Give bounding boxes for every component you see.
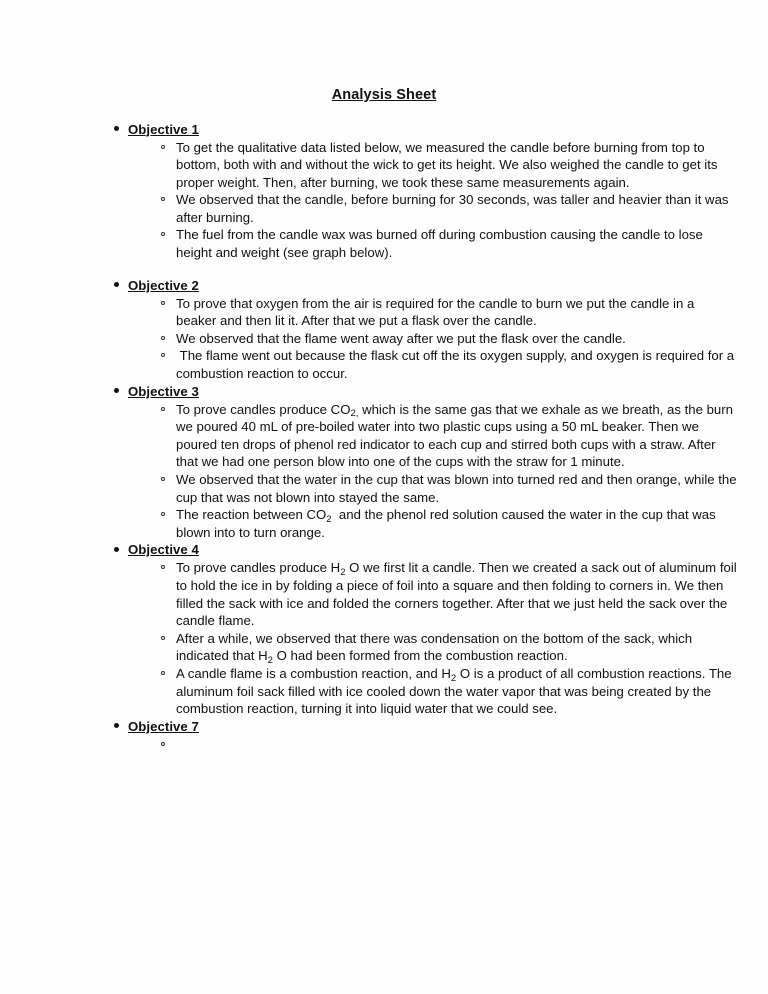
objective-point bbox=[128, 559, 768, 629]
objective-section bbox=[0, 541, 768, 717]
hollow-bullet-icon bbox=[161, 197, 165, 201]
hollow-bullet-icon bbox=[161, 742, 165, 746]
objective-point bbox=[128, 191, 768, 226]
objective-point-list bbox=[128, 139, 768, 262]
objective-section bbox=[0, 121, 768, 262]
hollow-bullet-icon bbox=[161, 232, 165, 236]
hollow-bullet-icon bbox=[161, 301, 165, 305]
objective-section bbox=[0, 277, 768, 383]
filled-bullet-icon bbox=[114, 282, 119, 287]
objective-point bbox=[128, 506, 768, 541]
objective-heading: Objective 7 bbox=[128, 718, 199, 734]
objective-heading: Objective 4 bbox=[128, 542, 199, 558]
objective-point bbox=[128, 665, 768, 718]
hollow-bullet-icon bbox=[161, 636, 165, 640]
hollow-bullet-icon bbox=[161, 477, 165, 481]
hollow-bullet-icon bbox=[161, 145, 165, 149]
objective-point-list bbox=[128, 559, 768, 717]
hollow-bullet-icon bbox=[161, 565, 165, 569]
objective-heading: Objective 2 bbox=[128, 277, 199, 293]
objective-point-text: We observed that the flame went away after we put the flask over the candle. bbox=[176, 330, 626, 346]
hollow-bullet-icon bbox=[161, 671, 165, 675]
objective-point-text: The flame went out because the flask cut off the its oxygen supply, and oxygen is required for a combustion reaction to occur. bbox=[176, 348, 738, 382]
objective-point-text: A candle flame is a combustion reaction, and $H_2$ O is a product of all combustion reactions. The aluminum foil sack filled with ice cooled down the water vapor that was being created by the combustion reaction, turning it into liquid water that we could see. bbox=[176, 665, 736, 717]
objective-point-list bbox=[128, 736, 768, 754]
hollow-bullet-icon bbox=[161, 512, 165, 516]
objective-section bbox=[0, 718, 768, 754]
objective-heading: Objective 1 bbox=[128, 121, 199, 137]
hollow-bullet-icon bbox=[161, 353, 165, 357]
filled-bullet-icon bbox=[114, 126, 119, 131]
objective-point bbox=[128, 139, 768, 192]
objective-point-list bbox=[128, 295, 768, 383]
objective-point bbox=[128, 330, 768, 348]
objective-point-text: To get the qualitative data listed below, we measured the candle before burning from top to bottom, both with and without the wick to get its height. We also weighed the candle to get its proper weight. Then, after burning, we took these same measurements again. bbox=[176, 139, 722, 190]
objective-point bbox=[128, 401, 768, 471]
hollow-bullet-icon bbox=[161, 407, 165, 411]
objective-point-list bbox=[128, 401, 768, 542]
objective-point bbox=[128, 630, 768, 665]
objective-point-text: We observed that the candle, before burning for 30 seconds, was taller and heavier than it was after burning. bbox=[176, 192, 733, 225]
document-body bbox=[0, 121, 768, 754]
objective-point-text: The fuel from the candle wax was burned off during combustion causing the candle to lose height and weight (see graph below). bbox=[176, 227, 707, 261]
filled-bullet-icon bbox=[114, 723, 119, 728]
objective-point-text: We observed that the water in the cup that was blown into turned red and then orange, while the cup that was not blown into stayed the same. bbox=[176, 472, 741, 505]
objective-point-text: The reaction between $CO_2$ and the phenol red solution caused the water in the cup that was blown into to turn orange. bbox=[176, 507, 720, 540]
objective-point-text: To prove candles produce $CO_{2,}$ which is the same gas that we exhale as we breath, as the burn we poured 40 mL of pre-boiled water into two plastic cups using a 50 mL beaker. Then we poured ten drops of phenol red indicator to each cup and stirred both cups with a straw. After that we had one person blow into one of the cups with the straw for 1 minute. bbox=[176, 401, 737, 470]
filled-bullet-icon bbox=[114, 388, 119, 393]
objective-heading: Objective 3 bbox=[128, 383, 199, 399]
objective-point bbox=[128, 736, 768, 754]
hollow-bullet-icon bbox=[161, 336, 165, 340]
objective-point-text: To prove candles produce $H_2$ O we first lit a candle. Then we created a sack out of aluminum foil to hold the ice in by folding a piece of foil into a square and then folding to corners in. We then filled the sack with ice and folded the corners together. After that we just held the sack over the candle flame. bbox=[176, 560, 741, 629]
page-title: Analysis Sheet bbox=[331, 87, 437, 103]
objective-list bbox=[0, 121, 768, 754]
objective-point bbox=[128, 295, 768, 330]
objective-point bbox=[128, 226, 768, 261]
filled-bullet-icon bbox=[114, 547, 119, 552]
objective-point bbox=[128, 471, 768, 506]
objective-point-text: To prove that oxygen from the air is required for the candle to burn we put the candle in a beaker and then lit it. After that we put a flask over the candle. bbox=[176, 295, 698, 329]
objective-point-text: After a while, we observed that there was condensation on the bottom of the sack, which indicated that $H_2$ O had been formed from the combustion reaction. bbox=[176, 630, 696, 666]
objective-section bbox=[0, 383, 768, 542]
objective-point bbox=[128, 347, 768, 382]
